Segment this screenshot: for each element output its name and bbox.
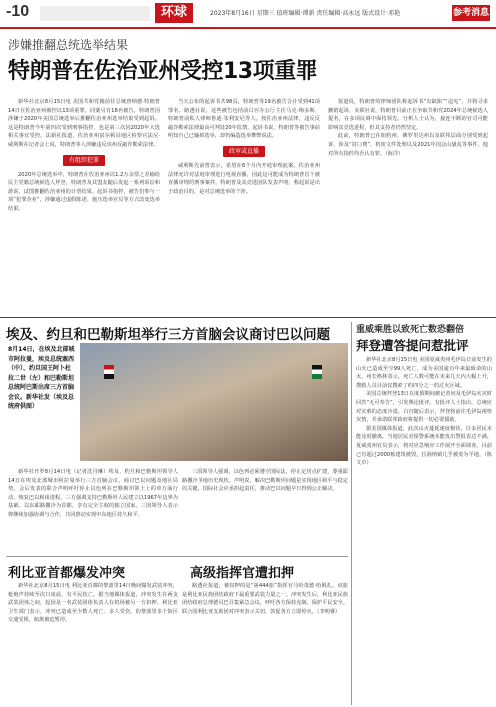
page-number: -10: [6, 3, 30, 20]
paragraph: 2020年总统选举中，特朗普在佐治亚州以1.2万余票之差输给民主党籍总统候选人拜登。特朗普及其盟友随后发起一系列诉讼和游说，试图推翻佐治亚州的计票结果。起诉书指控，被告们参与一项“犯罪企业”，涉嫌通过虚假陈述、施压选举官员等方式改变选举结果。: [8, 171, 160, 212]
top-story-column-3: [328, 98, 488, 313]
libya-column-1: [8, 582, 178, 702]
paragraph: 据美国媒体报道，此次山火蔓延速度极快，许多居民未能及时撤离。当地居民对预警系统未能发出警报表达不满。夏威夷州官员表示，将对应急响应工作展开全面调查。目前已有超过2000栋建筑被毁，拉海纳镇几乎被夷为平地。（陈文卓）: [356, 425, 492, 467]
story-kicker: 涉嫌推翻总统选举结果: [8, 38, 129, 52]
section-badge: 环球: [155, 3, 193, 23]
paragraph: 报道说，特朗普的律师团队称起诉书“有缺陷”“违宪”，并将寻求撤销起诉。美联社说，特朗普目前正在争取共和党2024年总统候选人提名，在多项民调中保持领先。分析人士认为，接连不断的官司可能影响其竞选进程，但其支持者仍然坚定。: [328, 99, 488, 131]
paragraph: 新华社开罗8月14日电（记者沈丹琳）埃及、约旦和巴勒斯坦领导人14日在埃及北部城市阿拉曼举行三方首脑会议，商讨巴以问题及地区局势。会后发表的联合声明呼吁停止以色列在巴勒斯坦领土上的单方面行动，恢复巴以和谈进程。三方强调支持巴勒斯坦人民建立以1967年边界为基础、以东耶路撒冷为首都、享有完全主权的独立国家。三国领导人表示将继续加强协调与合作，共同推动实现中东地区持久和平。: [8, 469, 178, 518]
right-story-kicker: 重威乘胜以致死亡数恐翻倍: [356, 325, 465, 335]
right-story-body: [356, 356, 492, 704]
paragraph: 新华社北京8月15日电 利比亚首都的黎波里14日晚间爆发武装冲突，枪炮声持续至次日凌晨，有平民伤亡。据当地媒体报道，冲突发生在两支武装团体之间，起因是一名武装团体负责人在机场被另一方扣押。利比亚卫生部门表示，冲突已造成至少数人死亡、多人受伤。的黎波里多个街区交通受阻，航班被迫暂停。: [8, 583, 178, 624]
top-story-column-1: [8, 98, 160, 313]
story-headline: 特朗普在佐治亚州受控13项重罪: [8, 59, 318, 84]
header-divider: [0, 27, 496, 29]
photo-caption: 8月14日，在埃及北部城市阿拉曼，埃及总统塞西（中）、约旦国王阿卜杜拉二世（左）和巴勒斯坦总统阿巴斯出席三方首脑会议。新华社发（埃及总统府供图）: [8, 346, 75, 410]
top-story-column-2: [168, 98, 320, 313]
paragraph: 三国领导人强调，以色列必须遵守国际法，停止定居点扩建，尊重耶路撒冷圣地历史现状。声明说，解决巴勒斯坦问题是实现地区和平与稳定的关键，国际社会应承担起责任，推动巴以问题早日得到公正解决。: [182, 469, 348, 493]
header-rule: [40, 6, 150, 21]
middle-story-column-1: [8, 468, 178, 553]
right-story-headline: 拜登遭答提问惹批评: [356, 338, 469, 353]
libya-headline: 利比亚首都爆发冲突: [8, 566, 126, 581]
summit-photo: [80, 343, 348, 461]
paragraph: 此前，特朗普已在纽约州、佛罗里达州以及联邦层面分别受到起诉，涉及“封口费”、机密文件处理以及2021年国会山骚乱等事件。他对所有指控均否认有罪。（海洋）: [328, 133, 488, 157]
paragraph: 美国总统拜登13日在度假期间被记者问及毛伊岛火灾时回答“无可奉告”，引发舆论批评。有批评人士指出，总统应对灾难的态度冷漠。白宫随后表示，拜登将前往毛伊岛视察灾情，并承诺联邦政府将提供一切必要援助。: [356, 391, 492, 424]
section-divider: [0, 317, 496, 318]
right-story: [354, 322, 494, 707]
section-divider: [6, 556, 348, 557]
libya-subheadline: 高级指挥官遭扣押: [190, 566, 295, 581]
paragraph: 新华社北京8月15日电 美国共和党籍前任总统唐纳德·特朗普14日在佐治亚州被控以13项重罪，同案另有18名被告。特朗普因涉嫌于2020年美国总统选举后推翻佐治亚州选举结果受到起诉。这是特朗普今年第四次受到刑事指控，也是第三次因2020年大选相关事宜受控。法新社报道，佐治亚州富尔顿县地区检察官法尼·威利斯在记者会上说，特朗普等人涉嫌违反该州反敲诈勒索法律。: [8, 99, 160, 148]
issue-info: 2023年8月16日 星期三 值班编辑·谭新 责任编辑·高永远 版式设计·邓艳: [210, 10, 401, 17]
paragraph: 路透社报道，被扣押的是“第444旅”指挥官马哈茂德·哈姆扎。该旅是利比亚民族团结政府下属重要武装力量之一。冲突发生后，利比亚民族团结政府总理德贝巴召集紧急会议，呼吁各方保持克制、保护平民安全。联合国利比亚支助团对冲突表示关切，敦促各方立即停火。（李明睿）: [182, 583, 348, 615]
middle-story-column-2: [182, 468, 348, 553]
paragraph: 威利斯先前曾表示，希望在6个月内开庭审理此案。佐治亚州法律允许对法庭审理进行电视直播，因此这可能成为特朗普首个被直播审理的刑事案件。特朗普及其竞选团队发表声明，称起诉是出于政治目的，是对总统选举的干涉。: [168, 162, 320, 195]
subhead-1: 有组织犯罪: [8, 155, 160, 166]
column-rule: [351, 322, 352, 705]
paragraph: 当天公布的起诉书共98页，特朗普等19名被告合计受到41项罪名。路透社说，这些被告包括前白宫办公厅主任马克·梅多斯、特朗普前私人律师鲁迪·朱利安尼等人。按佐治亚州法律，违反反敲诈勒索法律最高可判处20年监禁。起诉书说，特朗普等被告事前明知自己已输掉选举，却仍编造选举舞弊说法。: [168, 99, 320, 140]
flag-icon: [104, 365, 114, 379]
newspaper-logo: 参考消息: [452, 5, 490, 21]
middle-story-headline: 埃及、约旦和巴勒斯坦举行三方首脑会议商讨巴以问题: [6, 327, 330, 343]
flag-icon: [312, 365, 322, 379]
page-header: [0, 0, 496, 27]
subhead-2: 政审或直播: [168, 146, 320, 157]
libya-column-2: [182, 582, 348, 702]
paragraph: 新华社北京8月15日电 美国夏威夷州毛伊岛日前发生的山火已造成至少99人死亡，成为美国逾百年来最致命的山火。州长格林表示，死亡人数可能在未来几天内大幅上升，搜救人员目前仅搜索了约四分之一的过火区域。: [356, 357, 492, 389]
